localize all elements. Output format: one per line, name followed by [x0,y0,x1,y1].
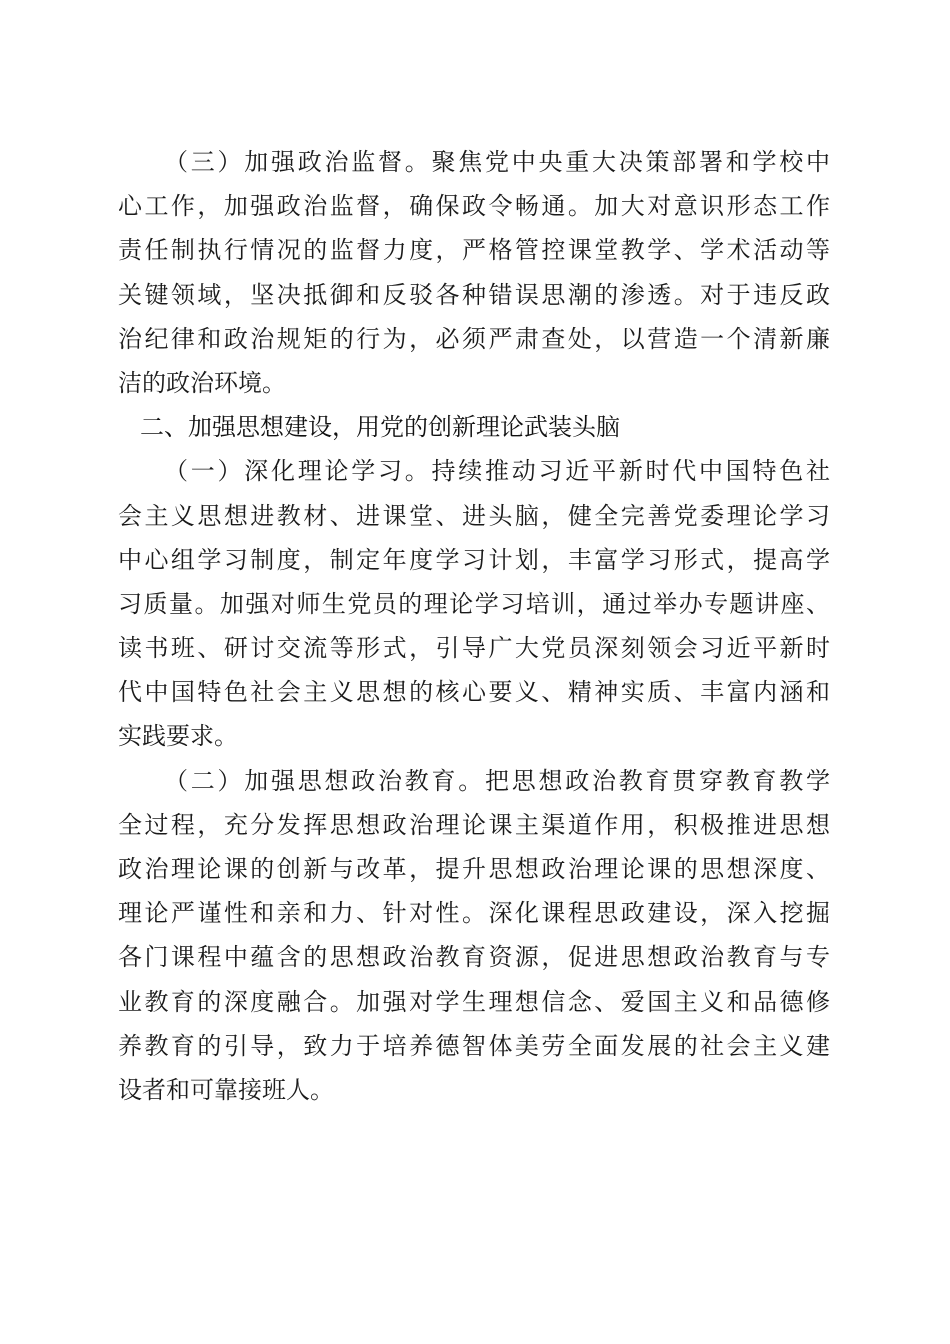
paragraph-line: 习质量。加强对师生党员的理论学习培训，通过举办专题讲座、 [118,589,830,618]
paragraph-line: 心工作，加强政治监督，确保政令畅通。加大对意识形态工作 [118,192,830,221]
section-heading: 二、加强思想建设，用党的创新理论武装头脑 [140,413,620,442]
paragraph-strengthen-political-supervision [118,140,830,405]
paragraph-line: 读书班、研讨交流等形式，引导广大党员深刻领会习近平新时 [118,634,830,663]
paragraph-line: 政治理论课的创新与改革，提升思想政治理论课的思想深度、 [118,855,830,883]
paragraph-line: 业教育的深度融合。加强对学生理想信念、爱国主义和品德修 [118,987,830,1016]
paragraph-line: 实践要求。 [118,722,238,751]
paragraph-line: 责任制执行情况的监督力度，严格管控课堂教学、学术活动等 [118,236,830,265]
paragraph-line: 理论严谨性和亲和力、针对性。深化课程思政建设，深入挖掘 [118,899,830,928]
paragraph-line: 关键领域，坚决抵御和反驳各种错误思潮的渗透。对于违反政 [118,280,830,309]
paragraph-line: 全过程，充分发挥思想政治理论课主渠道作用，积极推进思想 [118,810,830,839]
paragraph-line: 会主义思想进教材、进课堂、进头脑，健全完善党委理论学习 [118,501,830,530]
paragraph-line: 养教育的引导，致力于培养德智体美劳全面发展的社会主义建 [118,1031,830,1060]
paragraph-line: （一）深化理论学习。持续推动习近平新时代中国特色社 [164,457,830,486]
paragraph-line: 治纪律和政治规矩的行为，必须严肃查处，以营造一个清新廉 [118,324,830,353]
paragraph-line: 洁的政治环境。 [118,368,286,397]
paragraph-deepen-theory-study [118,449,830,758]
paragraph-ideological-political-education [118,759,830,1113]
paragraph-line: 中心组学习制度，制定年度学习计划，丰富学习形式，提高学 [118,545,830,574]
paragraph-line: 各门课程中蕴含的思想政治教育资源，促进思想政治教育与专 [118,943,830,972]
paragraph-line: 设者和可靠接班人。 [118,1075,334,1104]
paragraph-line: （二）加强思想政治教育。把思想政治教育贯穿教育教学 [164,766,830,795]
paragraph-line: 代中国特色社会主义思想的核心要义、精神实质、丰富内涵和 [118,678,830,707]
paragraph-line: （三）加强政治监督。聚焦党中央重大决策部署和学校中 [164,148,830,176]
document-body [118,140,830,1112]
